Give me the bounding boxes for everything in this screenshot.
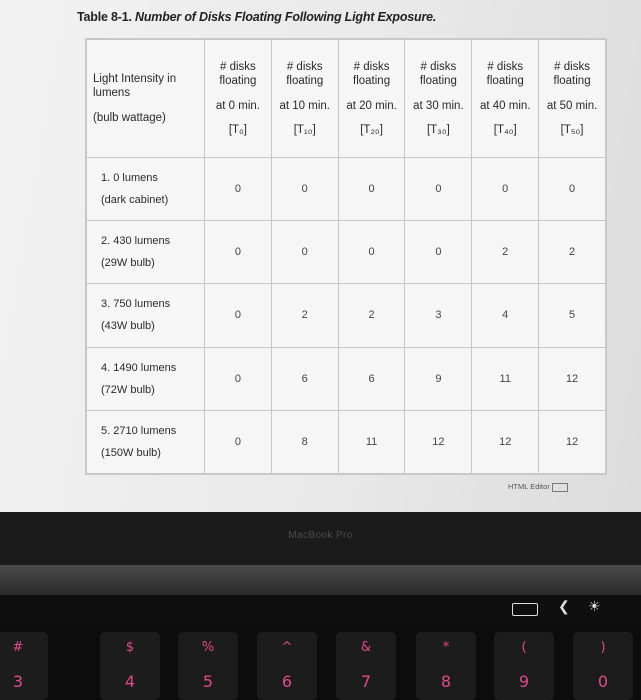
row-header-cell <box>87 40 205 158</box>
key-symbol: ^ <box>281 640 293 655</box>
row-sublabel: (72W bulb) <box>101 383 155 396</box>
key-4[interactable] <box>100 632 160 700</box>
key-number: 9 <box>518 672 530 691</box>
col-header-line3: at 50 min. <box>546 99 598 112</box>
key-number: 7 <box>360 672 372 691</box>
key-number: 5 <box>202 672 214 691</box>
html-editor-text: HTML Editor <box>508 482 550 491</box>
row-sublabel: (dark cabinet) <box>101 194 169 207</box>
table-cell: 0 <box>338 158 405 221</box>
row-label: 1. 0 lumens <box>101 172 158 185</box>
key-9[interactable] <box>494 632 554 700</box>
col-header-line1: # disks <box>554 60 590 73</box>
table-cell: 2 <box>271 284 338 347</box>
table-cell: 5 <box>539 284 606 347</box>
column-header-t0 <box>205 40 272 158</box>
key-7[interactable] <box>336 632 396 700</box>
col-header-line1: # disks <box>487 60 524 73</box>
table-cell: 0 <box>271 158 338 221</box>
table-cell: 6 <box>271 347 338 410</box>
col-header-line2: floating <box>486 75 524 88</box>
table-cell: 8 <box>271 410 338 473</box>
col-header-line4: [T₁₀] <box>293 123 316 136</box>
laptop-brand-label: MacBook Pro <box>288 530 353 541</box>
row-label: 4. 1490 lumens <box>101 361 177 374</box>
brightness-slider-icon[interactable] <box>512 603 538 616</box>
table-cell: 9 <box>405 347 472 410</box>
table-body <box>87 158 606 474</box>
table-header-row <box>87 40 606 158</box>
col-header-line4: [T₄₀] <box>493 123 517 136</box>
col-header-line1: # disks <box>286 60 323 73</box>
key-symbol: % <box>201 640 215 655</box>
key-number: 4 <box>124 672 136 691</box>
row-label: 5. 2710 lumens <box>101 424 177 437</box>
data-table-container <box>85 38 607 475</box>
caption-title: Number of Disks Floating Following Light Exposure. <box>135 10 437 24</box>
col-header-line3: at 0 min. <box>215 99 260 112</box>
table-cell: 0 <box>205 158 272 221</box>
column-header-t30 <box>405 40 472 158</box>
table-cell: 0 <box>205 410 272 473</box>
row-label-cell <box>87 284 205 347</box>
table-cell: 0 <box>205 284 272 347</box>
col-header-line4: [T₃₀] <box>426 123 450 136</box>
col-header-line2: floating <box>419 75 457 88</box>
col-header-line1: # disks <box>220 60 256 73</box>
key-8[interactable] <box>416 632 476 700</box>
table-cell: 12 <box>539 347 606 410</box>
table-caption <box>77 10 436 24</box>
key-symbol: & <box>360 640 372 655</box>
table-cell: 0 <box>472 158 539 221</box>
table-cell: 11 <box>338 410 405 473</box>
column-header-t40 <box>472 40 539 158</box>
key-symbol: $ <box>125 640 135 655</box>
touch-bar <box>0 595 641 625</box>
row-label-cell <box>87 221 205 284</box>
table-cell: 12 <box>539 410 606 473</box>
table-cell: 2 <box>338 284 405 347</box>
col-header-line2: floating <box>219 75 257 88</box>
key-number: 6 <box>281 672 293 691</box>
row-sublabel: (29W bulb) <box>101 257 155 270</box>
table-cell: 0 <box>271 221 338 284</box>
row-header-line3: (bulb wattage) <box>93 111 166 124</box>
row-label-cell <box>87 410 205 473</box>
col-header-line4: [T₀] <box>228 123 248 136</box>
caption-prefix: Table 8-1. <box>77 10 132 24</box>
table-cell: 0 <box>205 347 272 410</box>
row-label-cell <box>87 158 205 221</box>
key-3[interactable] <box>0 632 48 700</box>
column-header-t50 <box>539 40 606 158</box>
table-row <box>87 347 606 410</box>
brightness-icon[interactable]: ☀ <box>588 598 601 614</box>
key-number: 3 <box>12 672 24 691</box>
column-header-t10 <box>271 40 338 158</box>
table-cell: 0 <box>405 221 472 284</box>
table-cell: 0 <box>205 221 272 284</box>
col-header-line3: at 40 min. <box>479 99 531 112</box>
col-header-line3: at 30 min. <box>413 99 464 112</box>
key-number: 0 <box>597 672 609 691</box>
chevron-left-icon[interactable]: ❮ <box>558 598 570 614</box>
table-row <box>87 284 606 347</box>
key-symbol: * <box>442 640 450 655</box>
col-header-line2: floating <box>286 75 324 88</box>
key-6[interactable] <box>257 632 317 700</box>
table-row <box>87 158 606 221</box>
table-cell: 12 <box>472 410 539 473</box>
key-symbol: # <box>12 640 24 655</box>
row-sublabel: (150W bulb) <box>101 446 161 459</box>
row-label-cell <box>87 347 205 410</box>
table-row <box>87 221 606 284</box>
html-editor-label[interactable] <box>508 482 568 492</box>
col-header-line4: [T₅₀] <box>560 123 584 136</box>
table-cell: 3 <box>405 284 472 347</box>
key-5[interactable] <box>178 632 238 700</box>
col-header-line3: at 10 min. <box>279 99 330 112</box>
table-row <box>87 410 606 473</box>
table-cell: 6 <box>338 347 405 410</box>
key-0[interactable] <box>573 632 633 700</box>
table-cell: 2 <box>472 221 539 284</box>
table-cell: 0 <box>338 221 405 284</box>
col-header-line1: # disks <box>420 60 457 73</box>
row-sublabel: (43W bulb) <box>101 320 155 333</box>
table-cell: 12 <box>405 410 472 473</box>
col-header-line3: at 20 min. <box>346 99 397 112</box>
col-header-line1: # disks <box>353 60 390 73</box>
key-symbol: ( <box>521 640 527 655</box>
disk-floating-table <box>86 39 606 474</box>
table-cell: 2 <box>539 221 606 284</box>
editor-icon <box>552 483 568 492</box>
row-header-line1: Light Intensity in <box>93 72 177 85</box>
column-header-t20 <box>338 40 405 158</box>
row-label: 3. 750 lumens <box>101 298 171 311</box>
key-number: 8 <box>440 672 452 691</box>
row-label: 2. 430 lumens <box>101 235 171 248</box>
table-cell: 4 <box>472 284 539 347</box>
table-cell: 11 <box>472 347 539 410</box>
table-cell: 0 <box>405 158 472 221</box>
col-header-line2: floating <box>353 75 391 88</box>
col-header-line4: [T₂₀] <box>360 123 383 136</box>
key-symbol: ) <box>600 640 606 655</box>
row-header-line2: lumens <box>93 87 131 100</box>
table-cell: 0 <box>539 158 606 221</box>
laptop-body <box>0 565 641 595</box>
col-header-line2: floating <box>553 75 591 88</box>
